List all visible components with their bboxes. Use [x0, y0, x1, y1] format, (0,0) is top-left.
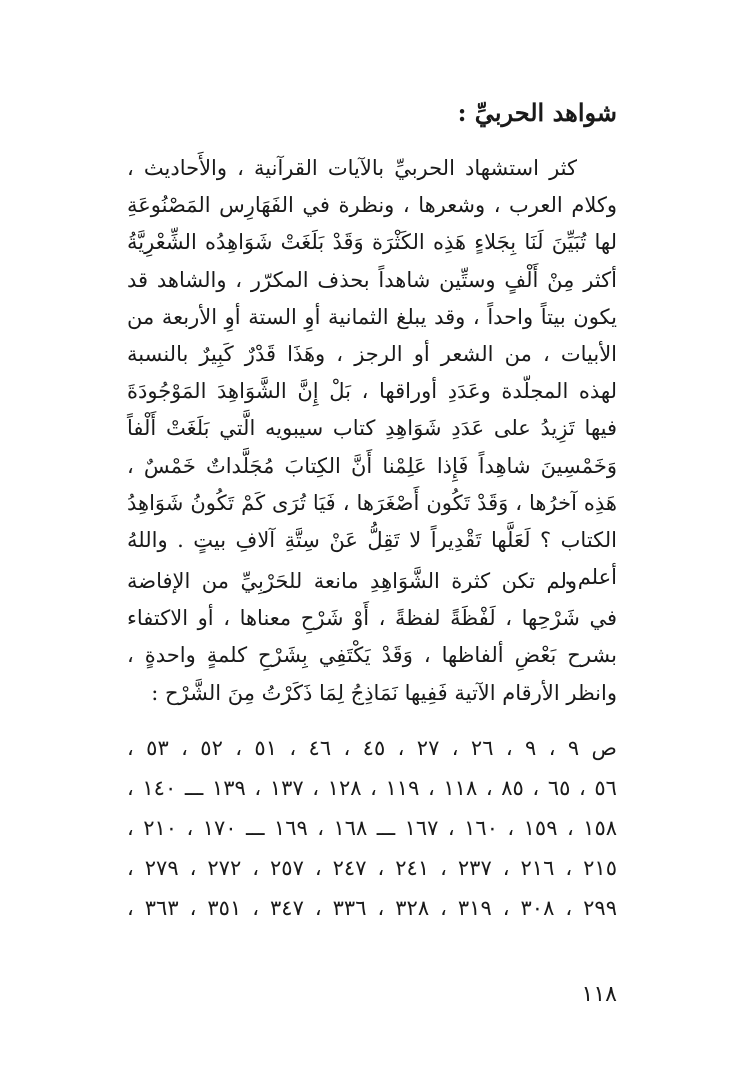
paragraph-2: ولم تكن كثرة الشَّوَاهِدِ مانعة للحَرْبِيِّ من الإفاضة في شَرْحِها ، لَفْظَةً لفظةً ، أَوْ شَرْحِ معناها ، أو الاكتفاء بشرح بَعْضِ ألفاظها ، وَقَدْ يَكْتَفِي بِشَرْحِ كلمةٍ واحدةٍ ، وانظر الأرقام الآتية فَفِيها نَمَاذِجُ لِمَا ذَكَرْتُ مِنَ الشَّرْح : — [127, 569, 617, 705]
references-line-4: ٢١٥ ، ٢١٦ ، ٢٣٧ ، ٢٤١ ، ٢٤٧ ، ٢٥٧ ، ٢٧٢ ، ٢٧٩ ، — [127, 856, 617, 880]
references-line-3: ١٥٨ ، ١٥٩ ، ١٦٠ ، ١٦٧ ـــ ١٦٨ ، ١٦٩ ـــ ١٧٠ ، ٢١٠ ، — [127, 816, 617, 840]
references-line-2: ٥٦ ، ٦٥ ، ٨٥ ، ١١٨ ، ١١٩ ، ١٢٨ ، ١٣٧ ، ١٣٩ ـــ ١٤٠ ، — [127, 776, 617, 800]
page-references-list — [127, 728, 617, 928]
paragraph-1: كثر استشهاد الحربيِّ بالآيات القرآنية ، والأَحاديث ، وكلام العرب ، وشعرها ، ونظرة في الفَهَارِس المَصْنُوعَةِ لها تُبَيِّنَ لَنَا بِجَلاءٍ هَذِه الكَثْرَة وَقَدْ بَلَغَتْ شَوَاهِدُه الشِّعْرِيَّةُ أكثر مِنْ أَلْفٍ وستِّين شاهداً بحذف المكرّر ، والشاهد قد يكون بيتاً واحداً ، وقد يبلغ الثمانية أوِ الستة أوِ الأربعة من الأبيات ، من الشعر أو الرجز ، وهَذَا قَدْرٌ كَبِيرٌ بالنسبة لهذه المجلّدة وعَدَدِ أوراقها ، بَلْ إِنَّ الشَّوَاهِدَ المَوْجُودَةَ فيها تَزِيدُ على عَدَدِ شَوَاهِدِ كتاب سيبويه الَّتي بَلَغَتْ أَلْفاً وَخَمْسِينَ شاهِداً فَإِذا عَلِمْنا أَنَّ الكِتابَ مُجَلَّداتٌ خَمْسٌ ، هَذِه آخرُها ، وَقَدْ تَكُون أَصْغَرَها ، فَيَا تُرَى كَمْ تَكُونُ شَوَاهِدُ الكتاب ؟ لَعَلَّها تَقْدِيراً لا تَقِلُّ عَنْ سِتَّةِ آلافِ بيتٍ . واللهُ أعلم . — [127, 156, 617, 590]
page-number: ١١٨ — [581, 982, 617, 1007]
references-line-5: ٢٩٩ ، ٣٠٨ ، ٣١٩ ، ٣٢٨ ، ٣٣٦ ، ٣٤٧ ، ٣٥١ ، ٣٦٣ ، — [127, 896, 617, 920]
section-heading: شواهد الحربيِّ : — [457, 98, 617, 127]
references-line-1: ص ٩ ، ٩ ، ٢٦ ، ٢٧ ، ٤٥ ، ٤٦ ، ٥١ ، ٥٢ ، ٥٣ ، — [127, 736, 617, 760]
